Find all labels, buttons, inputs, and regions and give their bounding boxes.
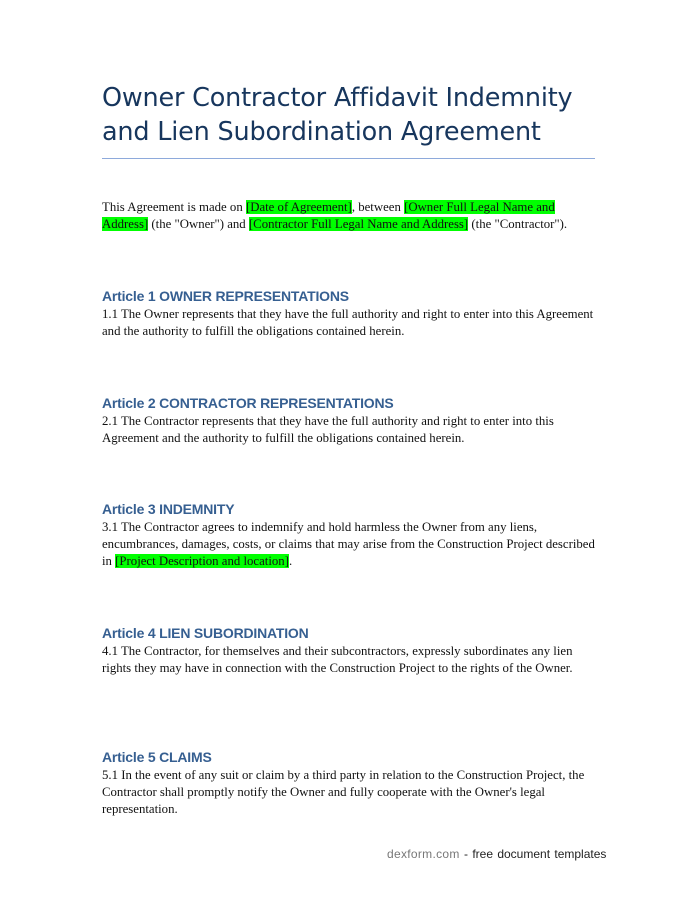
article-body: 5.1 In the event of any suit or claim by a third party in relation to the Construction Project, the Contractor shall promptly notify the Owner and fully cooperate with the Owner's legal representation. bbox=[102, 768, 585, 816]
intro-text: This Agreement is made on bbox=[102, 200, 246, 214]
intro-text: (the "Owner") and bbox=[148, 217, 249, 231]
article-heading: Article 5 CLAIMS bbox=[102, 749, 212, 765]
article-heading: Article 2 CONTRACTOR REPRESENTATIONS bbox=[102, 395, 394, 411]
title-line-1: Owner Contractor Affidavit Indemnity bbox=[102, 83, 573, 113]
title-divider bbox=[102, 158, 595, 159]
article-heading: Article 4 LIEN SUBORDINATION bbox=[102, 625, 309, 641]
article-4 bbox=[102, 624, 602, 677]
article-3 bbox=[102, 500, 602, 570]
footer bbox=[387, 846, 606, 862]
date-placeholder[interactable]: [Date of Agreement] bbox=[245, 200, 352, 214]
article-1 bbox=[102, 287, 602, 340]
article-body: 4.1 The Contractor, for themselves and their subcontractors, expressly subordinates any lien rights they may have in connection with the Construction Project to the rights of the Owner. bbox=[102, 644, 573, 675]
intro-text: (the "Contractor"). bbox=[468, 217, 568, 231]
article-heading: Article 1 OWNER REPRESENTATIONS bbox=[102, 288, 349, 304]
footer-brand-link[interactable]: dexform.com bbox=[387, 847, 460, 861]
document-title bbox=[102, 81, 602, 149]
article-5 bbox=[102, 748, 602, 818]
owner-placeholder[interactable]: [Owner Full Legal Name and Address] bbox=[102, 200, 555, 231]
project-placeholder[interactable]: [Project Description and location] bbox=[115, 554, 289, 568]
intro-paragraph bbox=[102, 199, 602, 233]
article-2 bbox=[102, 394, 602, 447]
article-body bbox=[102, 519, 602, 570]
article-body-text: 3.1 The Contractor agrees to indemnify and hold harmless the Owner from any liens, encumbrances, damages, costs, or claims that may arise from the Construction Project described in bbox=[102, 520, 595, 568]
article-body-text: . bbox=[288, 554, 293, 568]
article-body: 2.1 The Contractor represents that they have the full authority and right to enter into this Agreement and the authority to fulfill the obligations contained herein. bbox=[102, 414, 554, 445]
article-body: 1.1 The Owner represents that they have the full authority and right to enter into this Agreement and the authority to fulfill the obligations contained herein. bbox=[102, 307, 594, 338]
contractor-placeholder[interactable]: [Contractor Full Legal Name and Address] bbox=[248, 217, 469, 231]
article-heading: Article 3 INDEMNITY bbox=[102, 501, 235, 517]
footer-tagline: - free document templates bbox=[459, 847, 607, 861]
title-line-2: and Lien Subordination Agreement bbox=[102, 117, 541, 147]
intro-text: , between bbox=[351, 200, 405, 214]
